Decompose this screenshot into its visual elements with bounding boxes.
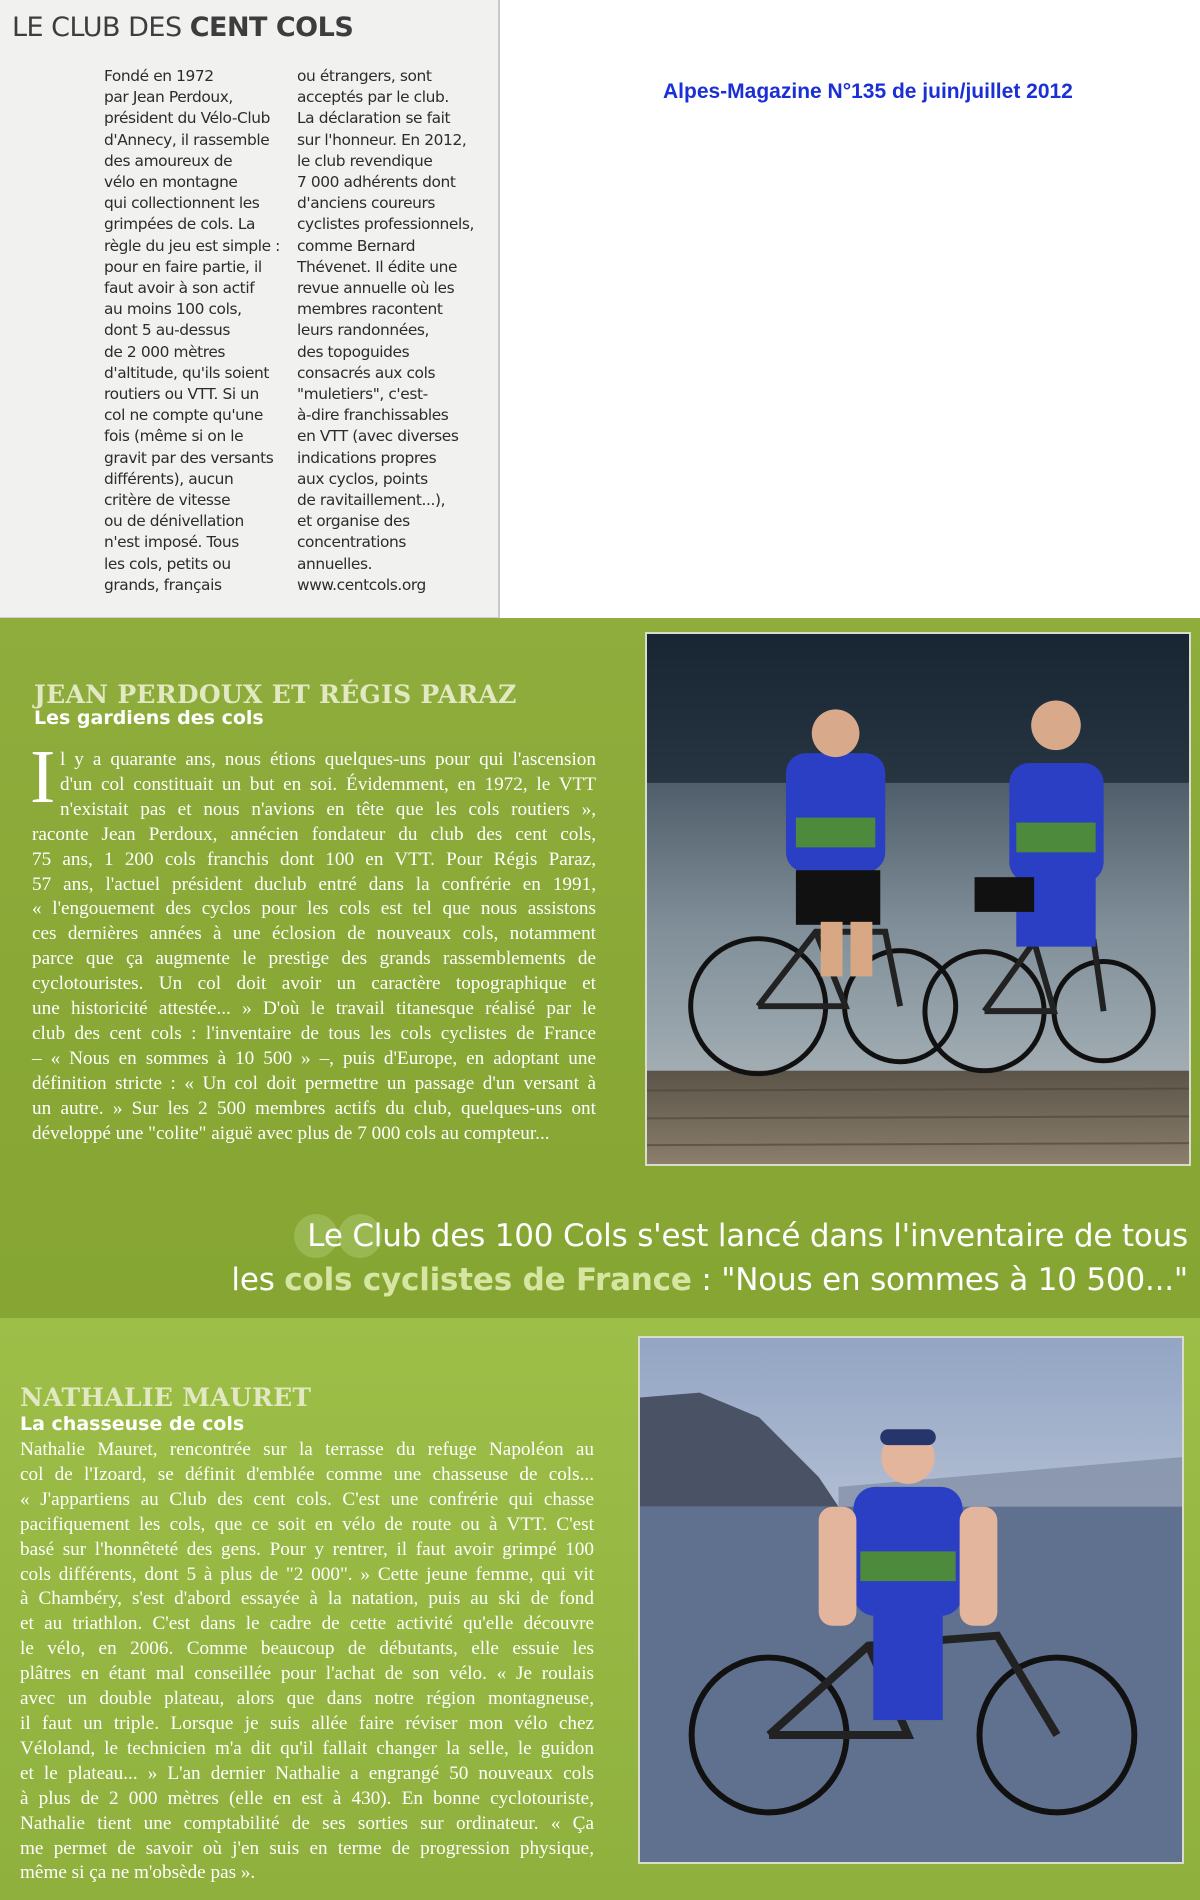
- text-line: col de l'Izoard, se définit d'emblée comme une chasseuse de cols...: [20, 1463, 594, 1485]
- text-line: comme Bernard: [297, 236, 416, 255]
- text-line: membres racontent: [297, 300, 443, 319]
- text-line: d'anciens coureurs: [297, 194, 436, 213]
- section2-heading: NATHALIE MAURET: [20, 1383, 312, 1412]
- text-line: leurs randonnées,: [297, 321, 429, 340]
- text-line: des amoureux de: [104, 151, 233, 170]
- text-line: 7 000 adhérents dont: [297, 173, 456, 192]
- text-line: ou de dénivellation: [104, 512, 244, 531]
- pull-quote: [231, 1214, 1188, 1302]
- text-line: au moins 100 cols,: [104, 300, 242, 319]
- sidebar-title-light: LE CLUB DES: [12, 12, 190, 43]
- text-line: pacifiquement les cols, que ce soit en vélo de route ou à VTT. C'est: [20, 1513, 594, 1535]
- pull-quote-line-2-pre: les: [231, 1262, 285, 1298]
- text-line: dont 5 au-dessus: [104, 321, 230, 340]
- text-line: qui collectionnent les: [104, 194, 260, 213]
- text-line: cyclotouristes. Un col doit avoir un caractère topographique et: [32, 973, 596, 995]
- text-line: pour en faire partie, il: [104, 257, 262, 276]
- text-line: définition stricte : « Un col doit permettre un passage d'un versant à: [32, 1072, 596, 1094]
- text-line: et au triathlon. C'est dans le cadre de cette activité qu'elle découvre: [20, 1613, 594, 1635]
- sidebar-column-1: [104, 66, 284, 596]
- text-line: de 2 000 mètres: [104, 342, 226, 361]
- text-line: vélo en montagne: [104, 173, 238, 192]
- pull-quote-highlight: cols cyclistes de France: [284, 1262, 692, 1298]
- sidebar-column-2: [297, 66, 487, 596]
- text-line: concentrations: [297, 533, 407, 552]
- text-line: gravit par des versants: [104, 448, 274, 467]
- woman-cyclist-photo: [638, 1336, 1184, 1864]
- text-line: le club revendique: [297, 151, 433, 170]
- text-line: à plus de 2 000 mètres (elle en est à 430). En bonne cyclotouriste,: [20, 1787, 594, 1809]
- text-line: différents), aucun: [104, 469, 234, 488]
- section2-body: [20, 1438, 594, 1886]
- text-line: sur l'honneur. En 2012,: [297, 130, 467, 149]
- text-line: 57 ans, l'actuel président duclub entré dans la confrérie en 1991,: [32, 873, 596, 895]
- text-line: acceptés par le club.: [297, 88, 449, 107]
- text-line: avec un double plateau, alors que dans notre région montagneuse,: [20, 1688, 594, 1710]
- two-cyclists-photo: [645, 632, 1191, 1166]
- text-line: des topoguides: [297, 342, 410, 361]
- text-line: ou étrangers, sont: [297, 67, 432, 85]
- text-line: grimpées de cols. La: [104, 215, 256, 234]
- text-line: plâtres en étant mal conseillée pour l'achat de son vélo. « Je roulais: [20, 1663, 594, 1685]
- section1-dropcap: I: [30, 735, 56, 819]
- text-line: à-dire franchissables: [297, 406, 449, 425]
- pull-quote-line-2-post: : "Nous en sommes à 10 500...": [691, 1262, 1188, 1298]
- text-line: n'existait pas et nous n'avions en tête que les cols routiers »,: [60, 798, 596, 820]
- text-line: La déclaration se fait: [297, 109, 451, 128]
- text-line: n'est imposé. Tous: [104, 533, 239, 552]
- text-line: club des cent cols : l'inventaire de tous les cols cyclistes de France: [32, 1022, 596, 1044]
- text-line: par Jean Perdoux,: [104, 88, 233, 107]
- text-line: d'altitude, qu'ils soient: [104, 363, 270, 382]
- text-line: faut avoir à son actif: [104, 279, 255, 298]
- text-line: d'Annecy, il rassemble: [104, 130, 270, 149]
- sidebar-box: [0, 0, 500, 618]
- section2-subheading: La chasseuse de cols: [20, 1413, 245, 1435]
- text-line: grands, français: [104, 575, 222, 594]
- text-line: cols différents, dont 5 à plus de "2 000". » Cette jeune femme, qui vit: [20, 1563, 594, 1585]
- sidebar-title: [12, 12, 353, 43]
- text-line: ces dernières années à une éclosion de nouveaux cols, notamment: [32, 923, 596, 945]
- text-line: président du Vélo-Club: [104, 109, 270, 128]
- section1-heading: JEAN PERDOUX ET RÉGIS PARAZ: [34, 680, 517, 709]
- text-line: Véloland, le technicien m'a dit qu'il fallait changer la selle, le guidon: [20, 1737, 594, 1759]
- text-line: les cols, petits ou: [104, 554, 231, 573]
- text-line: aux cyclos, points: [297, 469, 428, 488]
- text-line: le vélo, en 2006. Comme beaucoup de débutants, elle essuie les: [20, 1638, 594, 1660]
- text-line: raconte Jean Perdoux, annécien fondateur du club des cent cols,: [32, 823, 596, 845]
- pull-quote-line-1: Le Club des 100 Cols s'est lancé dans l'inventaire de tous: [307, 1218, 1188, 1254]
- sidebar-title-bold: CENT COLS: [189, 12, 354, 43]
- text-line: « l'engouement des cyclos pour les cols est tel que nous assistons: [32, 898, 596, 920]
- text-line: en VTT (avec diverses: [297, 427, 459, 446]
- text-line: il faut un triple. Lorsque je suis allée faire réviser mon vélo chez: [20, 1712, 594, 1734]
- text-line: basé sur l'honnêteté des gens. Pour y rentrer, il faut avoir grimpé 100: [20, 1538, 594, 1560]
- text-line: revue annuelle où les: [297, 279, 455, 298]
- text-line: – « Nous en sommes à 10 500 » –, puis d'Europe, en adoptant une: [32, 1047, 596, 1069]
- text-line: d'un col constituait un but en soi. Évidemment, en 1972, le VTT: [60, 773, 596, 795]
- text-line: de ravitaillement...),: [297, 491, 446, 510]
- text-line: www.centcols.org: [297, 575, 426, 594]
- text-line: critère de vitesse: [104, 491, 231, 510]
- text-line: un autre. » Sur les 2 500 membres actifs du club, quelques-uns ont: [32, 1097, 596, 1119]
- text-line: parce que ça augmente le prestige des grands rassemblements de: [32, 948, 596, 970]
- text-line: indications propres: [297, 448, 437, 467]
- pull-quote-line-2: [231, 1258, 1188, 1302]
- text-line: à Chambéry, s'est d'abord essayée à la natation, puis au ski de fond: [20, 1588, 594, 1610]
- text-line: Thévenet. Il édite une: [297, 257, 458, 276]
- text-line: Nathalie tient une comptabilité de ses sorties sur ordinateur. « Ça: [20, 1812, 594, 1834]
- text-line: « J'appartiens au Club des cent cols. C'est une confrérie qui chasse: [20, 1488, 594, 1510]
- section1-body: [32, 748, 596, 1147]
- text-line: me permet de savoir où j'en suis en terme de progression physique,: [20, 1837, 594, 1859]
- woman-cyclist-illustration: [640, 1338, 1182, 1862]
- text-line: cyclistes professionnels,: [297, 215, 474, 234]
- text-line: "muletiers", c'est-: [297, 385, 428, 404]
- text-line: Fondé en 1972: [104, 67, 214, 85]
- magazine-reference: Alpes-Magazine N°135 de juin/juillet 2012: [663, 80, 1073, 103]
- section1-subheading: Les gardiens des cols: [34, 707, 264, 729]
- text-line: et le plateau... » L'an dernier Nathalie a engrangé 50 nouveaux cols: [20, 1762, 594, 1784]
- two-cyclists-illustration: [647, 634, 1189, 1164]
- text-line: même si ça ne m'obsède pas ».: [20, 1862, 256, 1884]
- text-line: consacrés aux cols: [297, 363, 436, 382]
- text-line: annuelles.: [297, 554, 373, 573]
- text-line: Nathalie Mauret, rencontrée sur la terrasse du refuge Napoléon au: [20, 1439, 594, 1460]
- text-line: l y a quarante ans, nous étions quelques-uns pour qui l'ascension: [60, 749, 596, 770]
- text-line: col ne compte qu'une: [104, 406, 263, 425]
- text-line: 75 ans, 1 200 cols franchis dont 100 en VTT. Pour Régis Paraz,: [32, 848, 596, 870]
- text-line: fois (même si on le: [104, 427, 244, 446]
- text-line: routiers ou VTT. Si un: [104, 385, 259, 404]
- text-line: règle du jeu est simple :: [104, 236, 280, 255]
- text-line: et organise des: [297, 512, 410, 531]
- text-line: une historicité attestée... » D'où le travail titanesque réalisé par le: [32, 998, 596, 1020]
- text-line: développé une "colite" aiguë avec plus de 7 000 cols au compteur...: [32, 1122, 550, 1144]
